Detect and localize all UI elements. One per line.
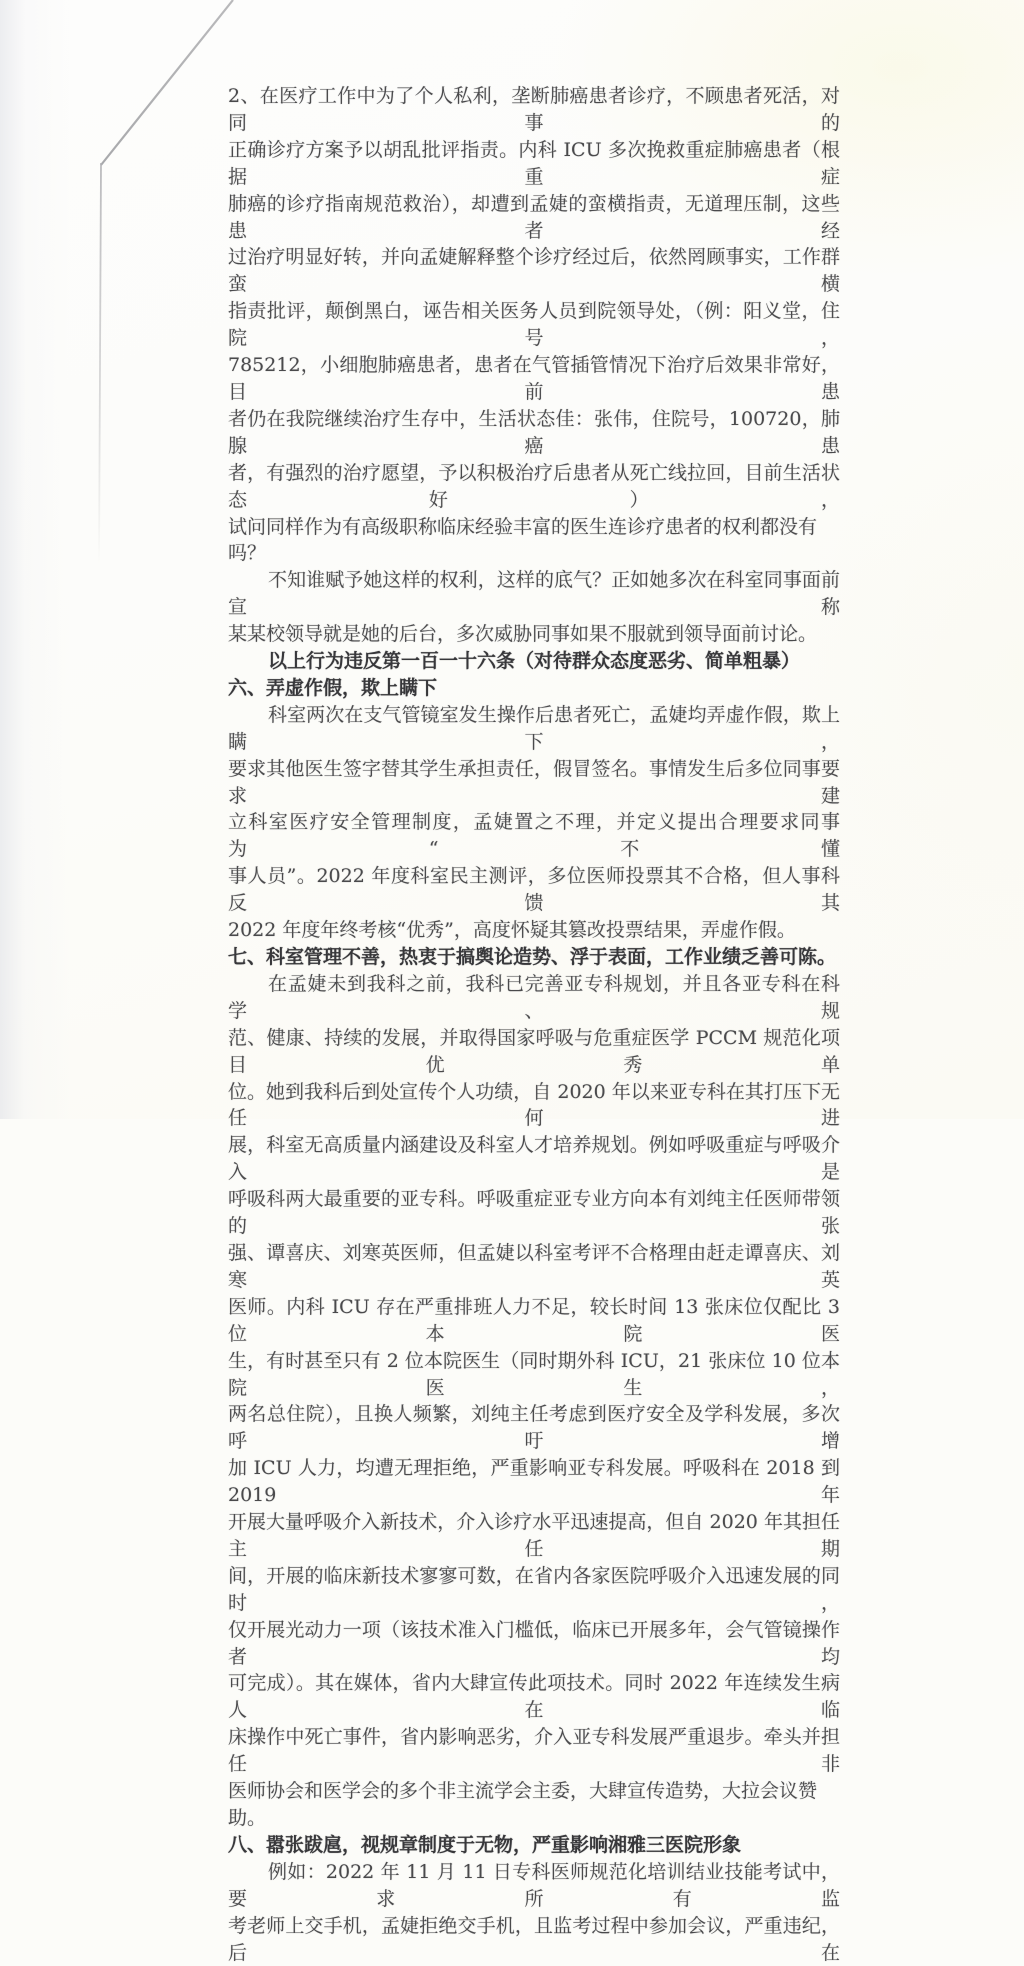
text-line: 展，科室无高质量内涵建设及科室人才培养规划。例如呼吸重症与呼吸介入是 [228, 1134, 840, 1184]
text-line: 在孟婕未到我科之前，我科已完善亚专科规划，并且各亚专科在科学、规 [228, 972, 840, 1022]
text-line: 开展大量呼吸介入新技术，介入诊疗水平迅速提高，但自 2020 年其担任主任期 [228, 1511, 840, 1560]
text-line: 床操作中死亡事件，省内影响恶劣，介入亚专科发展严重退步。牵头并担任非 [228, 1726, 840, 1776]
text-line: 例如：2022 年 11 月 11 日专科医师规范化培训结业技能考试中，要求所有监 [228, 1860, 840, 1910]
text-line: 仅开展光动力一项（该技术准入门槛低，临床已开展多年，会气管镜操作者均 [228, 1618, 840, 1668]
text-line: 以上行为违反第一百一十六条（对待群众态度恶劣、简单粗暴） [268, 650, 801, 673]
text-line: 者仍在我院继续治疗生存中，生活状态佳：张伟，住院号，100720，肺腺癌患 [228, 407, 840, 457]
text-line: 2022 年度年终考核“优秀”，高度怀疑其篡改投票结果，弄虚作假。 [228, 919, 796, 942]
text-line: 2、在医疗工作中为了个人私利，垄断肺癌患者诊疗，不顾患者死活，对同事的 [228, 85, 840, 134]
text-line: 七、科室管理不善，热衷于搞舆论造势、浮于表面，工作业绩乏善可陈。 [228, 946, 837, 968]
text-line: 立科室医疗安全管理制度，孟婕置之不理，并定义提出合理要求同事为“不懂 [228, 811, 840, 861]
text-line: 正确诊疗方案予以胡乱批评指责。内科 ICU 多次挽救重症肺癌患者（根据重症 [228, 138, 840, 188]
text-line: 肺癌的诊疗指南规范救治），却遭到孟婕的蛮横指责，无道理压制，这些患者经 [228, 192, 840, 242]
text-line: 785212，小细胞肺癌患者，患者在气管插管情况下治疗后效果非常好，目前患 [228, 354, 840, 403]
text-line: 范、健康、持续的发展，并取得国家呼吸与危重症医学 PCCM 规范化项目优秀单 [228, 1026, 840, 1076]
text-line: 强、谭喜庆、刘寒英医师，但孟婕以科室考评不合格理由赶走谭喜庆、刘寒英 [228, 1241, 840, 1291]
text-line: 医师协会和医学会的多个非主流学会主委，大肆宣传造势，大拉会议赞助。 [228, 1780, 818, 1829]
text-line: 事人员”。2022 年度科室民主测评，多位医师投票其不合格，但人事科反馈其 [228, 865, 840, 915]
text-line: 六、弄虚作假，欺上瞒下 [228, 676, 438, 699]
text-line: 可完成）。其在媒体，省内大肆宣传此项技术。同时 2022 年连续发生病人在临 [228, 1672, 840, 1722]
text-line: 者，有强烈的治疗愿望，予以积极治疗后患者从死亡线拉回，目前生活状态好）， [228, 461, 840, 511]
text-line: 不知谁赋予她这样的权利，这样的底气？正如她多次在科室同事面前宣称 [228, 569, 840, 619]
text-line: 要求其他医生签字替其学生承担责任，假冒签名。事情发生后多位同事要求建 [228, 757, 840, 807]
text-line: 试问同样作为有高级职称临床经验丰富的医生连诊疗患者的权利都没有吗？ [228, 515, 818, 565]
text-line: 医师。内科 ICU 存在严重排班人力不足，较长时间 13 张床位仅配比 3 位本院医 [228, 1295, 840, 1345]
text-line: 两名总住院），且换人频繁，刘纯主任考虑到医疗安全及学科发展，多次呼吁增 [228, 1403, 840, 1453]
text-line: 八、嚣张跋扈，视规章制度于无物，严重影响湘雅三医院形象 [228, 1833, 742, 1856]
text-line: 间，开展的临床新技术寥寥可数，在省内各家医院呼吸介入迅速发展的同时， [228, 1564, 840, 1614]
text-line: 呼吸科两大最重要的亚专科。呼吸重症亚专业方向本有刘纯主任医师带领的张 [228, 1188, 840, 1238]
text-line: 科室两次在支气管镜室发生操作后患者死亡，孟婕均弄虚作假，欺上瞒下， [228, 703, 840, 753]
text-line: 位。她到我科后到处宣传个人功绩，自 2020 年以来亚专科在其打压下无任何进 [228, 1080, 840, 1130]
paper-edge-vertical-line [99, 163, 101, 565]
text-line: 加 ICU 人力，均遭无理拒绝，严重影响亚专科发展。呼吸科在 2018 到 2019 年 [228, 1457, 840, 1507]
text-line: 生，有时甚至只有 2 位本院医生（同时期外科 ICU，21 张床位 10 位本院医生， [228, 1349, 840, 1399]
text-line: 指责批评，颠倒黑白，诬告相关医务人员到院领导处，（例：阳义堂，住院号， [228, 300, 840, 350]
document-text-block [228, 83, 840, 1966]
text-line: 考老师上交手机，孟婕拒绝交手机，且监考过程中参加会议，严重违纪，后在 [228, 1914, 840, 1964]
paper-edge-diagonal-line [101, 0, 233, 165]
text-line: 某某校领导就是她的后台，多次威胁同事如果不服就到领导面前讨论。 [228, 623, 818, 646]
text-line: 过治疗明显好转，并向孟婕解释整个诊疗经过后，依然罔顾事实，工作群蛮横 [228, 246, 840, 296]
